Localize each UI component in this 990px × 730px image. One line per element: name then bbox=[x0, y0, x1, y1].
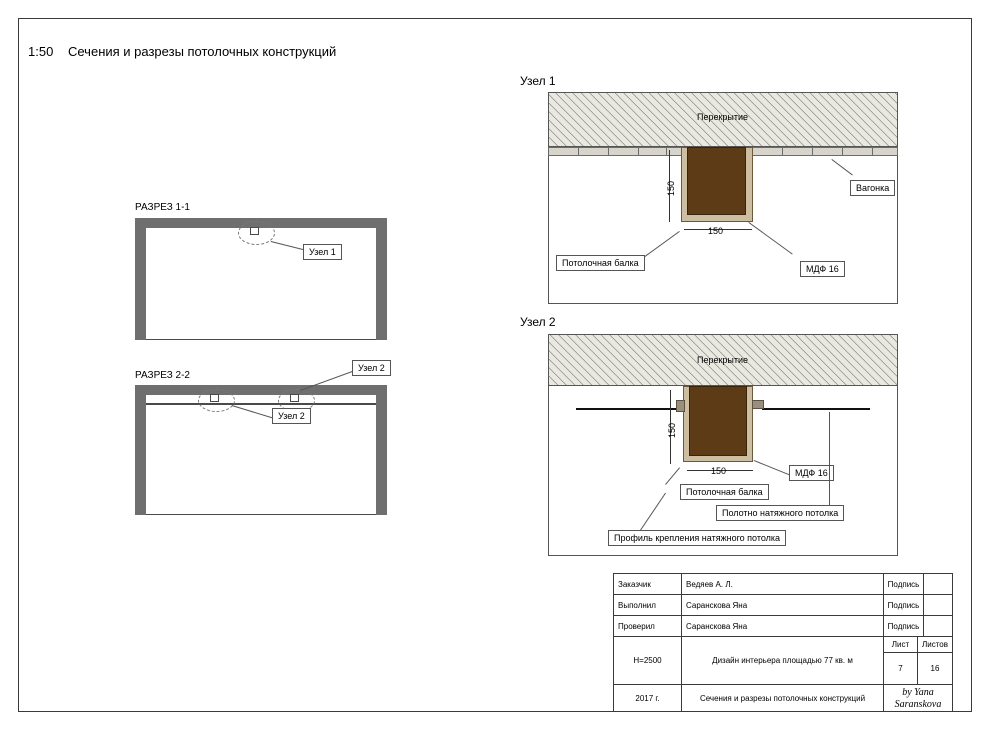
detail-1-dim-horizontal-text: 150 bbox=[708, 226, 724, 236]
tb-height-note bbox=[614, 637, 682, 685]
detail-2-label-mdf: МДФ 16 bbox=[789, 465, 834, 481]
tb-sign-value-2 bbox=[924, 595, 952, 616]
detail-2-dim-vertical-text: 150 bbox=[667, 422, 677, 438]
detail-2-profile-right bbox=[752, 400, 764, 409]
detail-2-beam bbox=[689, 386, 747, 456]
detail-1-vagonka-seam-3 bbox=[638, 147, 639, 156]
tb-sign-label-3: Подпись bbox=[884, 616, 924, 637]
section-1-1-label: РАЗРЕЗ 1-1 bbox=[135, 202, 190, 213]
tb-signature-line2: Saranskova bbox=[894, 698, 942, 710]
detail-1-label-vagonka: Вагонка bbox=[850, 180, 895, 196]
detail-1-beam bbox=[687, 147, 746, 215]
detail-1-title: Узел 1 bbox=[520, 74, 556, 88]
section-1-1-detail-circle bbox=[238, 221, 275, 245]
tb-sheets-total: 16 bbox=[918, 653, 952, 685]
title-block bbox=[613, 573, 953, 712]
tb-height-value: H=2500 bbox=[633, 656, 662, 665]
detail-2-canvas-left bbox=[576, 408, 683, 410]
detail-1-vagonka-left bbox=[548, 147, 683, 156]
section-2-2-tension-ceiling bbox=[146, 403, 376, 405]
section-1-1-wall-right bbox=[376, 218, 387, 340]
detail-2-slab-label: Перекрытие bbox=[697, 355, 749, 365]
tb-role-1: Заказчик bbox=[614, 574, 682, 595]
detail-1-vagonka-right bbox=[752, 147, 898, 156]
detail-1-vagonka-seam-4 bbox=[666, 147, 667, 156]
tb-drawing-title: Сечения и разрезы потолочных конструкций bbox=[682, 685, 884, 712]
tb-sheet-number: 7 bbox=[884, 653, 918, 685]
tb-sign-value-3 bbox=[924, 616, 952, 637]
detail-2-title: Узел 2 bbox=[520, 315, 556, 329]
callout-uzel-2-lower: Узел 2 bbox=[272, 408, 311, 424]
detail-1-vagonka-seam-1 bbox=[578, 147, 579, 156]
tb-name-2: Саранскова Яна bbox=[682, 595, 884, 616]
callout-uzel-1: Узел 1 bbox=[303, 244, 342, 260]
scale-label: 1:50 bbox=[28, 44, 54, 59]
detail-1-dim-vertical-text: 150 bbox=[666, 180, 676, 196]
tb-role-3: Проверил bbox=[614, 616, 682, 637]
section-2-2-wall-right bbox=[376, 385, 387, 515]
tb-project-title: Дизайн интерьера площадью 77 кв. м bbox=[682, 637, 884, 685]
detail-1-vagonka-seam-8 bbox=[872, 147, 873, 156]
tb-sign-label-1: Подпись bbox=[884, 574, 924, 595]
section-2-2-wall-left bbox=[135, 385, 146, 515]
detail-1-slab-label: Перекрытие bbox=[697, 112, 749, 122]
tb-year-note: 2017 г. bbox=[614, 685, 682, 712]
detail-2-label-canvas: Полотно натяжного потолка bbox=[716, 505, 844, 521]
tb-signature bbox=[884, 685, 952, 712]
detail-2-label-beam: Потолочная балка bbox=[680, 484, 769, 500]
detail-2-profile-left bbox=[676, 400, 685, 412]
detail-1-vagonka-seam-2 bbox=[608, 147, 609, 156]
detail-1-vagonka-seam-6 bbox=[812, 147, 813, 156]
tb-sign-label-2: Подпись bbox=[884, 595, 924, 616]
callout-uzel-2-upper: Узел 2 bbox=[352, 360, 391, 376]
detail-2-leader-canvas bbox=[829, 412, 830, 512]
detail-1-label-beam: Потолочная балка bbox=[556, 255, 645, 271]
detail-2-dim-horizontal-text: 150 bbox=[711, 466, 727, 476]
tb-sheet-label: Лист bbox=[884, 637, 918, 653]
section-2-2-ceiling bbox=[135, 385, 387, 395]
tb-sheets-label: Листов bbox=[918, 637, 952, 653]
tb-signature-line1: by Yana bbox=[902, 687, 934, 698]
detail-1-vagonka-seam-5 bbox=[782, 147, 783, 156]
detail-1-vagonka-seam-7 bbox=[842, 147, 843, 156]
tb-name-3: Саранскова Яна bbox=[682, 616, 884, 637]
section-2-2-detail-circle-1 bbox=[198, 389, 235, 412]
section-2-2-label: РАЗРЕЗ 2-2 bbox=[135, 370, 190, 381]
section-1-1-wall-left bbox=[135, 218, 146, 340]
tb-name-1: Ведяев А. Л. bbox=[682, 574, 884, 595]
sheet-title: Сечения и разрезы потолочных конструкций bbox=[68, 44, 337, 59]
detail-2-canvas-right bbox=[762, 408, 870, 410]
detail-2-label-profile: Профиль крепления натяжного потолка bbox=[608, 530, 786, 546]
tb-role-2: Выполнил bbox=[614, 595, 682, 616]
tb-sign-value-1 bbox=[924, 574, 952, 595]
detail-1-label-mdf: МДФ 16 bbox=[800, 261, 845, 277]
